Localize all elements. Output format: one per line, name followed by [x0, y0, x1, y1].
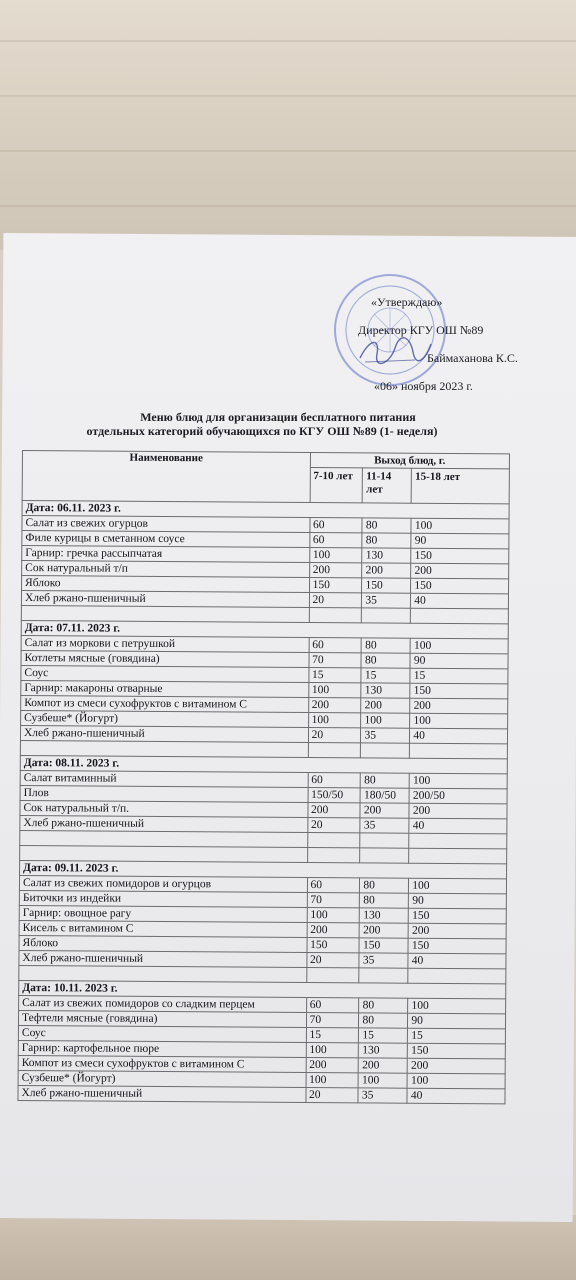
- portion-7-10: 60: [306, 997, 359, 1012]
- portion-7-10: 100: [306, 1042, 359, 1057]
- dish-name: Соус: [21, 665, 309, 682]
- portion-15-18: 150: [411, 548, 509, 564]
- empty-cell: [307, 848, 360, 863]
- wooden-wall-background: [0, 0, 576, 250]
- dish-name: Компот из смеси сухофруктов с витамином С: [18, 1055, 306, 1072]
- portion-7-10: 60: [309, 638, 362, 653]
- title-line-2: отдельных категорий обучающихся по КГУ ОШ №89 (1- неделя): [86, 424, 438, 438]
- portion-7-10: 100: [309, 548, 362, 563]
- title-line-1: Меню блюд для организации бесплатного питания: [140, 410, 416, 424]
- portion-11-14: 100: [361, 713, 410, 728]
- portion-15-18: 150: [408, 938, 506, 954]
- empty-cell: [360, 848, 409, 863]
- portion-7-10: 150: [307, 937, 360, 952]
- dish-name: Гарнир: картофельное пюре: [18, 1040, 306, 1057]
- portion-7-10: 20: [307, 818, 360, 833]
- menu-body: [18, 501, 509, 1104]
- empty-cell: [411, 608, 509, 624]
- dish-name: Филе курицы в сметанном соусе: [22, 531, 310, 548]
- empty-cell: [309, 608, 362, 623]
- dish-name: Сузбеше* (Йогурт): [21, 710, 309, 727]
- portion-15-18: 200: [411, 563, 509, 579]
- portion-7-10: 15: [308, 668, 361, 683]
- portion-11-14: 200: [359, 1058, 408, 1073]
- header-output: Выход блюд, г.: [310, 453, 510, 469]
- portion-15-18: 100: [407, 1073, 505, 1089]
- portion-15-18: 40: [409, 818, 507, 834]
- portion-7-10: 60: [309, 533, 362, 548]
- portion-7-10: 150: [309, 578, 362, 593]
- portion-7-10: 100: [307, 908, 360, 923]
- portion-11-14: 80: [362, 638, 411, 653]
- dish-name: Яблоко: [19, 935, 307, 952]
- dish-name: Плов: [20, 785, 308, 802]
- portion-7-10: 60: [308, 773, 361, 788]
- dish-name: Салат из моркови с петрушкой: [21, 635, 309, 652]
- portion-15-18: 150: [409, 908, 507, 924]
- dish-name: Сок натуральный т/п: [22, 561, 310, 578]
- portion-15-18: 90: [410, 653, 508, 669]
- portion-11-14: 130: [360, 908, 409, 923]
- approval-signatory: Баймаханова К.С.: [427, 351, 518, 365]
- wooden-surface-background: [0, 1215, 576, 1280]
- portion-15-18: 100: [410, 713, 508, 729]
- dish-name: Сок натуральный т/п.: [20, 800, 308, 817]
- approval-date: «06» ноября 2023 г.: [374, 379, 473, 393]
- portion-11-14: 80: [361, 653, 410, 668]
- dish-name: Сузбеше* (Йогурт): [18, 1070, 306, 1087]
- portion-7-10: 20: [309, 593, 362, 608]
- dish-name: Гарнир: макароны отварные: [21, 680, 309, 697]
- portion-7-10: 20: [306, 952, 359, 967]
- portion-7-10: 20: [308, 728, 361, 743]
- portion-7-10: 200: [306, 1057, 359, 1072]
- date-label: Дата: 06.11. 2023 г.: [22, 501, 509, 519]
- date-label: Дата: 07.11. 2023 г.: [21, 620, 508, 638]
- dish-name: Гарнир: овощное рагу: [19, 905, 307, 922]
- dish-name: Хлеб ржано-пшеничный: [18, 1085, 306, 1102]
- portion-11-14: 200: [360, 803, 409, 818]
- portion-7-10: 100: [308, 713, 361, 728]
- portion-11-14: 35: [360, 818, 409, 833]
- dish-name: Салат из свежих помидоров и огурцов: [19, 875, 307, 892]
- portion-11-14: 130: [362, 548, 411, 563]
- portion-15-18: 90: [409, 893, 507, 909]
- empty-cell: [409, 848, 507, 864]
- portion-11-14: 180/50: [360, 788, 409, 803]
- empty-cell: [308, 743, 361, 758]
- portion-15-18: 200: [408, 1058, 506, 1074]
- portion-7-10: 150/50: [308, 788, 361, 803]
- portion-15-18: 150: [410, 683, 508, 699]
- empty-cell: [360, 833, 409, 848]
- portion-15-18: 90: [411, 533, 509, 549]
- portion-11-14: 35: [361, 728, 410, 743]
- portion-11-14: 100: [359, 1073, 408, 1088]
- empty-cell: [362, 608, 411, 623]
- portion-7-10: 60: [307, 878, 360, 893]
- approval-heading: «Утверждаю»: [371, 295, 443, 309]
- dish-name: Тефтели мясные (говядина): [18, 1010, 306, 1027]
- portion-11-14: 15: [361, 668, 410, 683]
- portion-15-18: 100: [409, 878, 507, 894]
- portion-11-14: 130: [359, 1043, 408, 1058]
- portion-7-10: 100: [306, 1072, 359, 1087]
- portion-11-14: 80: [362, 518, 411, 533]
- portion-7-10: 20: [306, 1087, 359, 1102]
- portion-7-10: 70: [306, 1012, 359, 1027]
- portion-11-14: 130: [361, 683, 410, 698]
- portion-15-18: 40: [407, 1088, 505, 1104]
- portion-11-14: 80: [360, 878, 409, 893]
- portion-15-18: 40: [408, 953, 506, 969]
- document-title: [0, 410, 576, 438]
- dish-name: Компот из смеси сухофруктов с витамином С: [21, 695, 309, 712]
- portion-7-10: 100: [308, 683, 361, 698]
- portion-11-14: 150: [359, 938, 408, 953]
- portion-7-10: 60: [310, 518, 363, 533]
- portion-15-18: 100: [408, 998, 506, 1014]
- portion-11-14: 35: [358, 1088, 407, 1103]
- dish-name: Гарнир: гречка рассыпчатая: [22, 546, 310, 563]
- empty-cell: [307, 833, 360, 848]
- portion-15-18: 150: [411, 578, 509, 594]
- portion-15-18: 15: [408, 1028, 506, 1044]
- approval-position: Директор КГУ ОШ №89: [358, 323, 484, 337]
- portion-15-18: 100: [410, 773, 508, 789]
- empty-cell: [359, 968, 408, 983]
- portion-11-14: 80: [360, 893, 409, 908]
- portion-11-14: 80: [362, 533, 411, 548]
- portion-11-14: 35: [359, 953, 408, 968]
- age-group-11-14: 11-14 лет: [363, 468, 412, 503]
- table-row: [18, 1085, 505, 1103]
- menu-table: [17, 450, 510, 1104]
- dish-name: Котлеты мясные (говядина): [21, 650, 309, 667]
- portion-11-14: 200: [362, 563, 411, 578]
- portion-15-18: 40: [411, 593, 509, 609]
- empty-cell: [408, 968, 506, 984]
- dish-name: Биточки из индейки: [19, 890, 307, 907]
- empty-cell: [361, 743, 410, 758]
- dish-name: Салат витаминный: [20, 770, 308, 787]
- date-label: Дата: 10.11. 2023 г.: [19, 980, 506, 998]
- date-label: Дата: 09.11. 2023 г.: [20, 860, 507, 878]
- portion-11-14: 200: [361, 698, 410, 713]
- portion-7-10: 70: [309, 653, 362, 668]
- empty-cell: [409, 833, 507, 849]
- empty-cell: [306, 967, 359, 982]
- dish-name: Салат из свежих огурцов: [22, 516, 310, 533]
- portion-7-10: 200: [308, 803, 361, 818]
- dish-name: Яблоко: [22, 576, 310, 593]
- date-label: Дата: 08.11. 2023 г.: [20, 755, 507, 773]
- portion-11-14: 200: [360, 923, 409, 938]
- portion-15-18: 40: [410, 728, 508, 744]
- portion-15-18: 200: [409, 803, 507, 819]
- age-group-15-18: 15-18 лет: [411, 468, 509, 504]
- portion-11-14: 80: [359, 1013, 408, 1028]
- portion-7-10: 200: [309, 563, 362, 578]
- portion-11-14: 80: [361, 773, 410, 788]
- portion-11-14: 80: [359, 998, 408, 1013]
- approval-block: [0, 295, 576, 395]
- portion-15-18: 90: [408, 1013, 506, 1029]
- dish-name: Кисель с витамином С: [19, 920, 307, 937]
- portion-15-18: 15: [410, 668, 508, 684]
- dish-name: Соус: [18, 1025, 306, 1042]
- portion-7-10: 200: [308, 698, 361, 713]
- portion-15-18: 200/50: [409, 788, 507, 804]
- portion-15-18: 200: [410, 698, 508, 714]
- portion-11-14: 35: [362, 593, 411, 608]
- empty-cell: [410, 743, 508, 759]
- portion-15-18: 100: [411, 518, 509, 534]
- portion-11-14: 150: [362, 578, 411, 593]
- dish-name: Салат из свежих помидоров со сладким перцем: [19, 995, 307, 1012]
- dish-name: Хлеб ржано-пшеничный: [21, 591, 309, 608]
- dish-name: Хлеб ржано-пшеничный: [20, 725, 308, 742]
- header-name: Наименование: [22, 451, 310, 503]
- table-header-row: [22, 451, 509, 469]
- dish-name: Хлеб ржано-пшеничный: [20, 815, 308, 832]
- portion-15-18: 150: [408, 1043, 506, 1059]
- portion-11-14: 15: [359, 1028, 408, 1043]
- portion-7-10: 70: [307, 893, 360, 908]
- age-group-7-10: 7-10 лет: [310, 468, 363, 503]
- portion-15-18: 100: [410, 638, 508, 654]
- portion-7-10: 15: [306, 1027, 359, 1042]
- portion-15-18: 200: [408, 923, 506, 939]
- dish-name: Хлеб ржано-пшеничный: [19, 950, 307, 967]
- portion-7-10: 200: [307, 922, 360, 937]
